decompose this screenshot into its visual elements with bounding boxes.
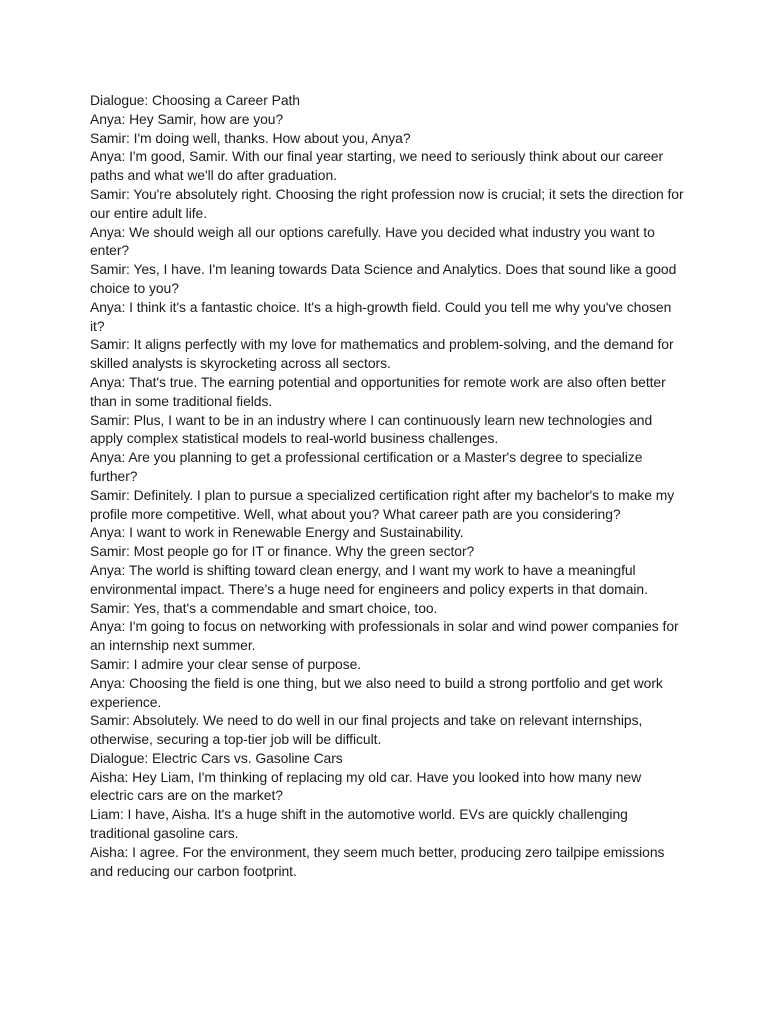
dialogue-line: Samir: I admire your clear sense of purpose. [90, 655, 362, 672]
dialogue-line: Anya: We should weigh all our options carefully. Have you decided what industry you want to enter? [90, 223, 655, 259]
dialogue-line: Samir: Yes, that's a commendable and smart choice, too. [90, 599, 438, 616]
dialogue-line: Aisha: Hey Liam, I'm thinking of replacing my old car. Have you looked into how many new electric cars are on the market? [90, 768, 642, 804]
dialogue-line: Samir: Plus, I want to be in an industry where I can continuously learn new technologies and apply complex statistical models to real-world business challenges. [90, 411, 653, 447]
dialogue-line: Anya: Hey Samir, how are you? [90, 110, 284, 127]
dialogue-line: Anya: The world is shifting toward clean energy, and I want my work to have a meaningful environmental impact. There’s a huge need for engineers and policy experts in that domain. [90, 561, 648, 597]
dialogue-heading-career: Dialogue: Choosing a Career Path [90, 92, 300, 108]
dialogue-line: Anya: Choosing the field is one thing, but we also need to build a strong portfolio and get work experience. [90, 674, 663, 710]
dialogue-line: Liam: I have, Aisha. It's a huge shift in the automotive world. EVs are quickly challenging traditional gasoline cars. [90, 806, 628, 842]
dialogue-line: Samir: Yes, I have. I'm leaning towards Data Science and Analytics. Does that sound like a good choice to you? [90, 261, 677, 296]
dialogue-line: Anya: I want to work in Renewable Energy and Sustainability. [90, 524, 464, 541]
dialogue-line: Anya: I'm going to focus on networking with professionals in solar and wind power companies for an internship next summer. [90, 618, 679, 654]
dialogue-heading-cars: Dialogue: Electric Cars vs. Gasoline Cars [90, 749, 343, 766]
dialogue-line: Anya: That's true. The earning potential and opportunities for remote work are also often better than in some traditional fields. [90, 373, 666, 409]
dialogue-line: Anya: Are you planning to get a professional certification or a Master's degree to specialize further? [90, 449, 643, 484]
dialogue-line: Anya: I'm good, Samir. With our final year starting, we need to seriously think about our career paths and what we'll do after graduation. [90, 148, 664, 184]
dialogue-line: Samir: I'm doing well, thanks. How about you, Anya? [90, 129, 411, 146]
dialogue-line: Samir: Absolutely. We need to do well in our final projects and take on relevant internships, otherwise, securing a top-tier job will be difficult. [90, 712, 643, 748]
document-body [90, 91, 688, 880]
dialogue-line: Anya: I think it's a fantastic choice. It's a high-growth field. Could you tell me why you've chosen it? [90, 298, 672, 334]
dialogue-line: Samir: You're absolutely right. Choosing the right profession now is crucial; it sets the direction for our entire adult life. [90, 185, 684, 221]
dialogue-line: Samir: Definitely. I plan to pursue a specialized certification right after my bachelor's to make my profile more competitive. Well, what about you? What career path are you considering? [90, 486, 675, 522]
dialogue-line: Samir: Most people go for IT or finance. Why the green sector? [90, 543, 475, 560]
dialogue-line: Samir: It aligns perfectly with my love for mathematics and problem-solving, and the demand for skilled analysts is skyrocketing across all sectors. [90, 336, 674, 372]
dialogue-line: Aisha: I agree. For the environment, they seem much better, producing zero tailpipe emissions and reducing our carbon footprint. [90, 843, 665, 879]
